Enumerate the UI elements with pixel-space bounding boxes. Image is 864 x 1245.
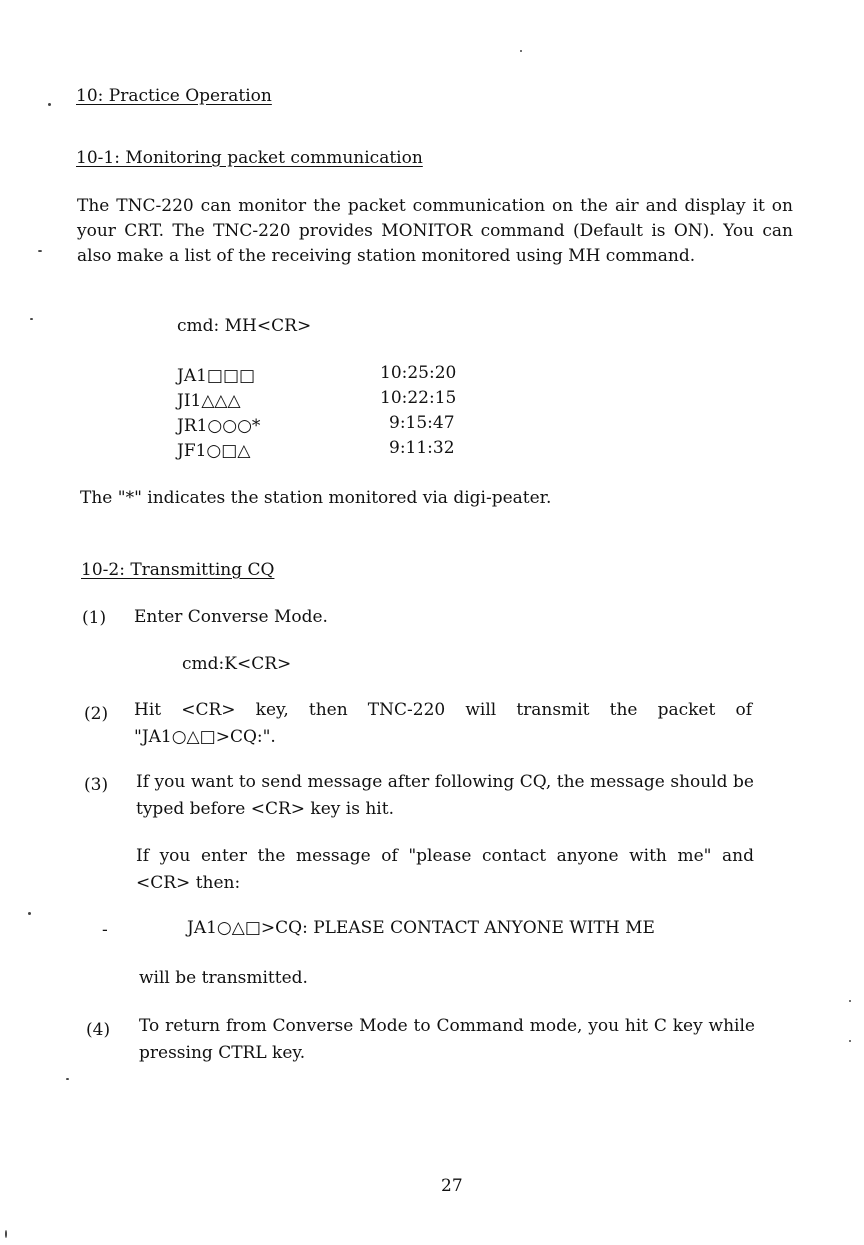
scan-speck bbox=[849, 1040, 851, 1042]
mh-command: cmd: MH<CR> bbox=[177, 316, 312, 336]
station-call: JF1○□△ bbox=[177, 441, 251, 461]
page-number: 27 bbox=[441, 1176, 463, 1196]
step-number: (1) bbox=[82, 608, 107, 628]
subsection-1-title: 10-1: Monitoring packet communication bbox=[76, 148, 423, 168]
station-call: JA1□□□ bbox=[177, 366, 256, 386]
subsection-2-title: 10-2: Transmitting CQ bbox=[81, 560, 275, 580]
example-intro: If you enter the message of "please contact anyone with me" and <CR> then: bbox=[136, 846, 754, 893]
example-output: JA1○△□>CQ: PLEASE CONTACT ANYONE WITH ME bbox=[187, 918, 655, 938]
step-text: To return from Converse Mode to Command mode, you hit C key while pressing CTRL key. bbox=[139, 1016, 755, 1063]
scan-speck bbox=[5, 1230, 7, 1238]
step-number: (3) bbox=[84, 775, 109, 795]
step-text: Enter Converse Mode. bbox=[134, 607, 328, 627]
station-call: JR1○○○* bbox=[177, 416, 261, 436]
scan-speck bbox=[520, 50, 522, 52]
dash-mark: - bbox=[102, 920, 108, 940]
scan-speck bbox=[38, 250, 42, 252]
step-number: (2) bbox=[84, 704, 109, 724]
scan-speck bbox=[48, 103, 51, 106]
scan-speck bbox=[30, 318, 33, 320]
scan-speck bbox=[28, 912, 31, 915]
station-call: JI1△△△ bbox=[177, 391, 241, 411]
converse-command: cmd:K<CR> bbox=[182, 654, 292, 674]
example-result: will be transmitted. bbox=[139, 968, 308, 988]
step-text: If you want to send message after following CQ, the message should be typed before <CR> key is hit. bbox=[136, 772, 754, 819]
step-number: (4) bbox=[86, 1020, 111, 1040]
step-text: Hit <CR> key, then TNC-220 will transmit the packet of "JA1○△□>CQ:". bbox=[134, 700, 752, 747]
station-time: 9:11:32 bbox=[389, 438, 455, 458]
monitor-paragraph: The TNC-220 can monitor the packet communication on the air and display it on your CRT. The TNC-220 provides MONITOR command (Default is ON). You can also make a list of the receiving station monitored using MH command. bbox=[77, 196, 793, 266]
digipeater-note: The "*" indicates the station monitored via digi-peater. bbox=[80, 488, 552, 508]
station-time: 10:22:15 bbox=[380, 388, 457, 408]
scan-speck bbox=[66, 1078, 69, 1080]
section-title: 10: Practice Operation bbox=[76, 86, 272, 106]
station-time: 10:25:20 bbox=[380, 363, 457, 383]
scan-speck bbox=[849, 1000, 851, 1002]
station-time: 9:15:47 bbox=[389, 413, 455, 433]
